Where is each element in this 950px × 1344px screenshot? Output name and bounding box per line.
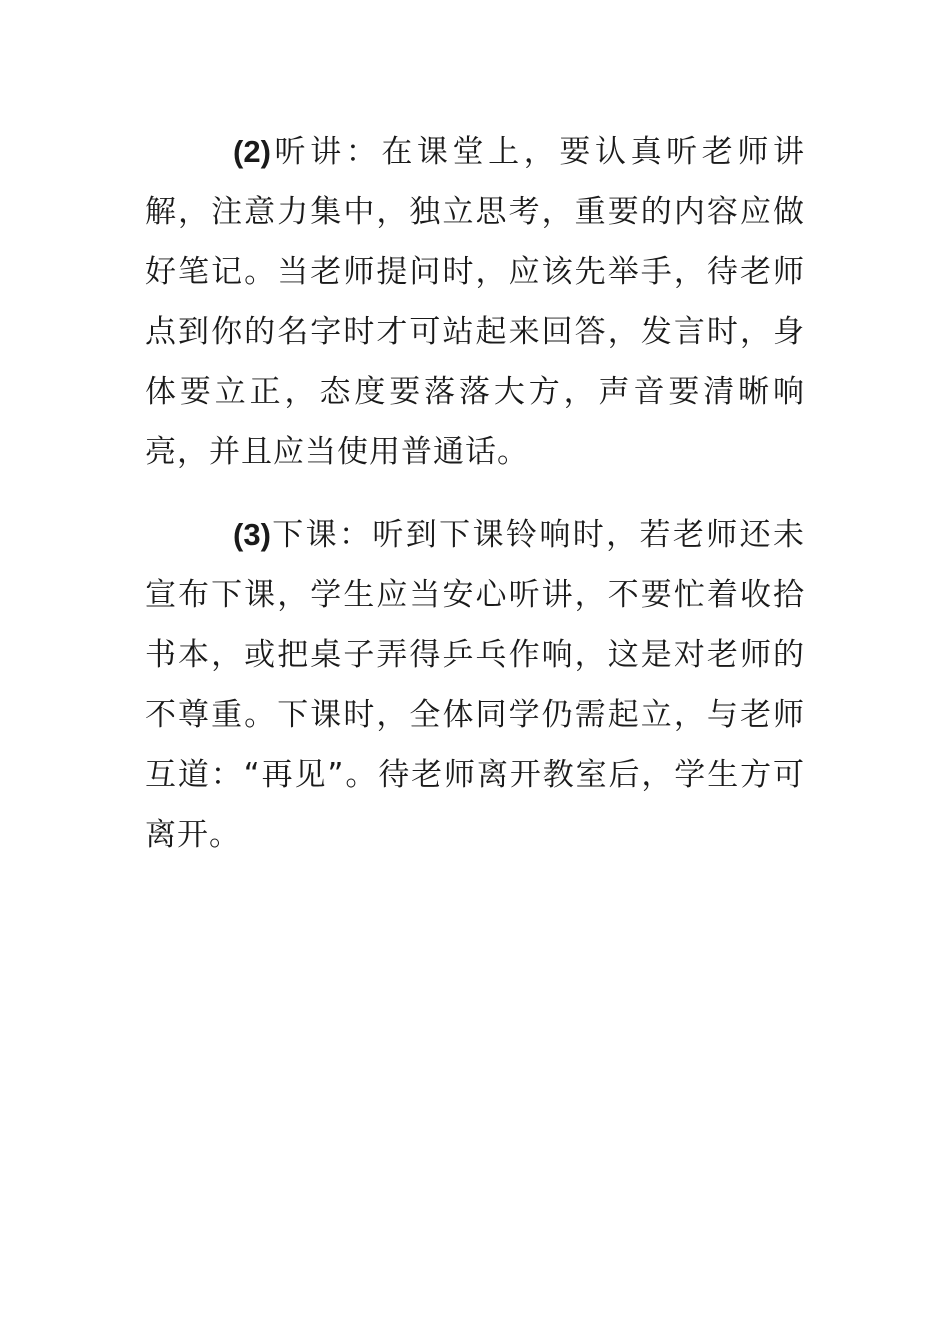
paragraph-text: 听讲：在课堂上，要认真听老师讲解，注意力集中，独立思考，重要的内容应做好笔记。当老师提问时，应该先举手，待老师点到你的名字时才可站起来回答，发言时，身体要立正，态度要落落大方，声音要清晰响亮，并且应当使用普通话。 [145, 134, 805, 470]
paragraph-number: (3) [233, 517, 271, 552]
document-body [145, 122, 805, 865]
paragraph-number: (2) [233, 134, 271, 169]
paragraph-text: 下课：听到下课铃响时，若老师还未宣布下课，学生应当安心听讲，不要忙着收拾书本，或把桌子弄得乒乓作响，这是对老师的不尊重。下课时，全体同学仍需起立，与老师互道：“再见”。待老师离开教室后，学生方可离开。 [145, 517, 805, 853]
paragraph-listening [145, 122, 805, 482]
paragraph-dismissal [145, 505, 805, 865]
